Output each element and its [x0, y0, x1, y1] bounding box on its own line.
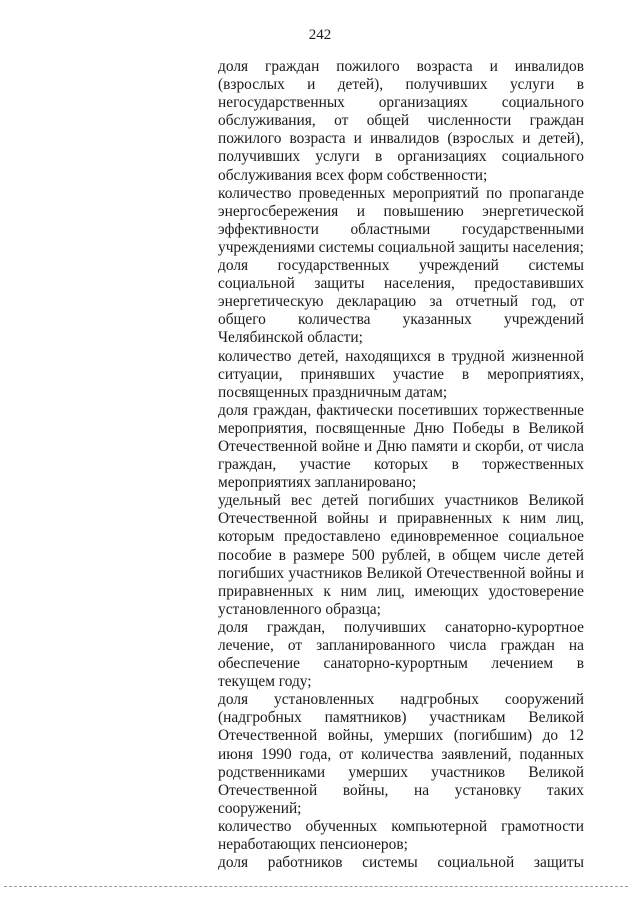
- paragraph: доля государственных учреждений системы социальной защиты населения, предоставивших энергетическую декларацию за отчетный год, от общего количества указанных учреждений Челябинской области;: [218, 257, 584, 347]
- paragraph: доля работников системы социальной защиты: [218, 854, 584, 872]
- paragraph: доля граждан, фактически посетивших торжественные мероприятия, посвященные Дню Победы в Великой Отечественной войне и Дню памяти и скорби, от числа граждан, участие которых в торжественных мероприятиях запланировано;: [218, 401, 584, 492]
- page-bottom-divider: [4, 886, 628, 887]
- page-number: 242: [308, 27, 332, 43]
- body-text: [218, 58, 584, 872]
- paragraph: доля граждан, получивших санаторно-курортное лечение, от запланированного числа граждан на обеспечение санаторно-курортным лечением в текущем году;: [218, 618, 584, 691]
- paragraph: количество обученных компьютерной грамотности неработающих пенсионеров;: [218, 817, 584, 854]
- paragraph: удельный вес детей погибших участников Великой Отечественной войны и приравненных к ним лиц, которым предоставлено единовременное социальное пособие в размере 500 рублей, в общем числе детей погибших участников Великой Отечественной войны и приравненных к ним лиц, имеющих удостоверение установленного образца;: [218, 492, 584, 618]
- paragraph: доля установленных надгробных сооружений (надгробных памятников) участникам Великой Отечественной войны, умерших (погибшим) до 12 июня 1990 года, от количества заявлений, поданных родственниками умерших участников Великой Отечественной войны, на установку таких сооружений;: [218, 691, 584, 817]
- paragraph: количество проведенных мероприятий по пропаганде энергосбережения и повышению энергетической эффективности областными государственными учреждениями системы социальной защиты населения;: [218, 184, 584, 256]
- paragraph: доля граждан пожилого возраста и инвалидов (взрослых и детей), получивших услуги в негосударственных организациях социального обслуживания, от общей численности граждан пожилого возраста и инвалидов (взрослых и детей), получивших услуги в организациях социального обслуживания всех форм собственности;: [218, 58, 584, 184]
- paragraph: количество детей, находящихся в трудной жизненной ситуации, принявших участие в мероприятиях, посвященных праздничным датам;: [218, 347, 584, 401]
